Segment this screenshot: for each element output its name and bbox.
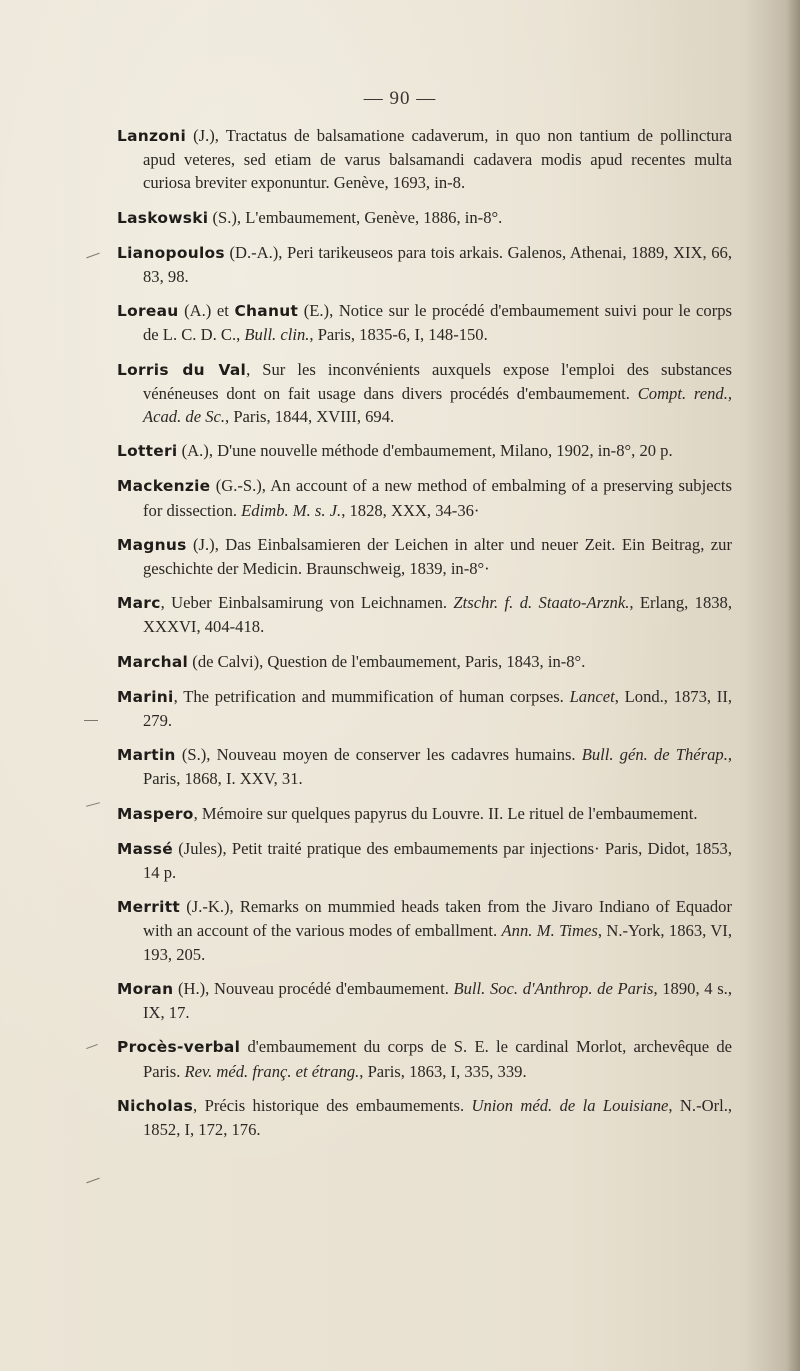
bibliography-entry: [117, 591, 732, 638]
entry-initials: [240, 1037, 247, 1056]
entry-details: , Paris, 1844, XVIII, 694.: [225, 407, 395, 427]
entry-initials: (A.) et: [178, 301, 235, 321]
entry-author: Merritt: [117, 898, 181, 917]
entry-details: , Paris, 1835-6, I, 148-150.: [309, 325, 488, 345]
entry-journal: Bull. Soc. d'Anthrop. de Paris: [453, 978, 654, 998]
entry-initials: ,: [193, 803, 202, 823]
entry-title: Das Einbalsamieren der Leichen in alter und neuer Zeit. Ein Beitrag, zur geschichte der Medicin. Braunschweig, 1839, in-8°·: [143, 534, 732, 579]
bibliography-entry: [117, 299, 732, 346]
entry-author: Massé: [117, 839, 173, 858]
entry-initials: (S.),: [208, 207, 246, 227]
margin-mark: [86, 1044, 98, 1049]
entry-coauthor-initials: (E.),: [298, 301, 339, 321]
entry-initials: (H.),: [173, 978, 214, 998]
entry-title: Ueber Einbalsamirung von Leichnamen.: [171, 593, 454, 613]
entry-details: , 1828, XXX, 34-36·: [341, 500, 480, 520]
bibliography-entry: [117, 743, 732, 790]
entry-journal: Rev. méd. franç. et étrang.: [184, 1061, 360, 1081]
entry-journal: Bull. clin.: [244, 325, 310, 345]
entry-initials: (S.),: [175, 745, 217, 765]
entry-author: Lotteri: [117, 442, 178, 461]
entry-title: Tractatus de balsamatione cadaverum, in quo non tantium de pollinctura apud veteres, sed etiam de varus balsamandi cadavera modis apud recentes multa curiosa breviter exponuntur. Genève, 1693, in-8.: [143, 126, 732, 193]
entry-initials: (de Calvi),: [188, 651, 268, 671]
entry-title: Sur les inconvénients auxquels expose l'emploi des substances vénéneuses dont on fait usage dans divers procédés d'embaumement.: [143, 359, 732, 403]
page-number: — 90 —: [363, 88, 437, 109]
entry-title: Peri tarikeuseos para tois arkais. Galenos, Athenai, 1889, XIX, 66, 83, 98.: [143, 242, 732, 287]
bibliography-entry: [117, 533, 732, 580]
entry-title: Nouveau moyen de conserver les cadavres humains.: [216, 745, 582, 765]
bibliography-entry: [117, 439, 732, 463]
bibliography-entry: [117, 241, 732, 288]
entry-journal: Bull. gén. de Thérap.: [581, 745, 728, 765]
bibliography-entry: [117, 685, 732, 732]
entry-author: Nicholas: [117, 1096, 194, 1115]
entry-author: Magnus: [117, 535, 187, 554]
entry-journal: Edimb. M. s. J.: [241, 500, 342, 520]
entry-initials: ,: [193, 1095, 205, 1115]
entry-journal: Ztschr. f. d. Staato-Arznk.: [453, 593, 630, 613]
margin-mark: [84, 720, 98, 721]
entry-details: , N.-York, 1863, VI, 193, 205.: [143, 921, 732, 964]
entry-details: , N.-Orl., 1852, I, 172, 176.: [143, 1095, 733, 1139]
bibliography-entry: [117, 474, 732, 521]
bibliography-entry: [117, 1035, 732, 1082]
entry-title: An account of a new method of embalming of a preserving subjects for dissection.: [143, 476, 732, 520]
entry-initials: ,: [160, 593, 172, 613]
entry-author: Marc: [117, 594, 161, 613]
entry-author: Marchal: [117, 652, 189, 671]
entry-title: Mémoire sur quelques papyrus du Louvre. II. Le rituel de l'embaumement.: [201, 803, 698, 823]
entry-initials: (D.-A.),: [224, 242, 288, 262]
entry-author: Lianopoulos: [117, 243, 225, 262]
entry-title: L'embaumement, Genève, 1886, in-8°.: [245, 207, 503, 227]
entry-details: , Paris, 1868, I. XXV, 31.: [143, 745, 732, 789]
bibliography-entry: [117, 802, 732, 826]
bibliography-entry: [117, 977, 732, 1024]
entry-title: Notice sur le procédé d'embaumement suivi pour le corps de L. C. D. C.,: [143, 301, 732, 345]
margin-mark: [86, 253, 99, 259]
entry-journal: Compt. rend., Acad. de Sc.: [143, 383, 732, 427]
margin-mark: [86, 802, 100, 807]
entry-initials: ,: [173, 686, 184, 706]
entry-title: D'une nouvelle méthode d'embaumement, Milano, 1902, in-8°, 20 p.: [217, 441, 673, 461]
entry-author: Lorris du Val: [117, 360, 247, 379]
entry-journal: Lancet: [569, 686, 615, 706]
entry-author: Lanzoni: [117, 127, 187, 145]
entry-title: The petrification and mummification of human corpses.: [183, 686, 570, 706]
bibliography-entry: [117, 837, 732, 884]
entry-initials: (G.-S.),: [210, 476, 271, 496]
entry-coauthor: Chanut: [234, 302, 299, 321]
entry-title: Question de l'embaumement, Paris, 1843, in-8°.: [267, 651, 586, 671]
entry-title: Nouveau procédé d'embaumement.: [213, 978, 454, 998]
entry-title: Précis historique des embaumements.: [204, 1095, 472, 1115]
entry-title: Remarks on mummied heads taken from the Jivaro Indiano of Equador with an account of the various modes of emballment.: [143, 897, 732, 941]
bibliography-entry: [117, 650, 732, 674]
entry-journal: Union méd. de la Louisiane: [471, 1095, 669, 1115]
entry-initials: (A.),: [177, 441, 218, 461]
entry-initials: (Jules),: [172, 838, 232, 858]
bibliography-list: [117, 124, 732, 1152]
entry-author: Loreau: [117, 302, 179, 321]
entry-author: Moran: [117, 979, 174, 998]
entry-title: Petit traité pratique des embaumements par injections· Paris, Didot, 1853, 14 p.: [143, 838, 733, 883]
entry-details: , Erlang, 1838, XXXVI, 404-418.: [143, 593, 733, 637]
entry-author: Martin: [117, 746, 176, 765]
entry-initials: ,: [246, 359, 263, 379]
entry-details: , 1890, 4 s., IX, 17.: [143, 978, 732, 1023]
entry-author: Mackenzie: [117, 477, 211, 496]
bibliography-entry: [117, 358, 732, 429]
margin-mark: [86, 1178, 99, 1184]
entry-author: Maspero: [117, 804, 194, 823]
entry-initials: (J.-K.),: [180, 897, 240, 917]
entry-journal: Ann. M. Times: [501, 921, 598, 941]
entry-title: d'embaumement du corps de S. E. le cardinal Morlot, archevêque de Paris.: [143, 1037, 733, 1081]
bibliography-entry: [117, 124, 732, 195]
bibliography-entry: [117, 206, 732, 230]
entry-details: , Lond., 1873, II, 279.: [143, 686, 733, 731]
page-edge-shadow: [786, 0, 800, 1371]
entry-author: Procès-verbal: [117, 1038, 241, 1057]
entry-author: Marini: [117, 687, 174, 706]
bibliography-entry: [117, 1094, 732, 1141]
entry-details: , Paris, 1863, I, 335, 339.: [359, 1061, 527, 1081]
entry-author: Laskowski: [117, 208, 209, 227]
entry-initials: (J.),: [186, 126, 226, 145]
entry-initials: (J.),: [186, 534, 226, 554]
bibliography-entry: [117, 895, 732, 966]
